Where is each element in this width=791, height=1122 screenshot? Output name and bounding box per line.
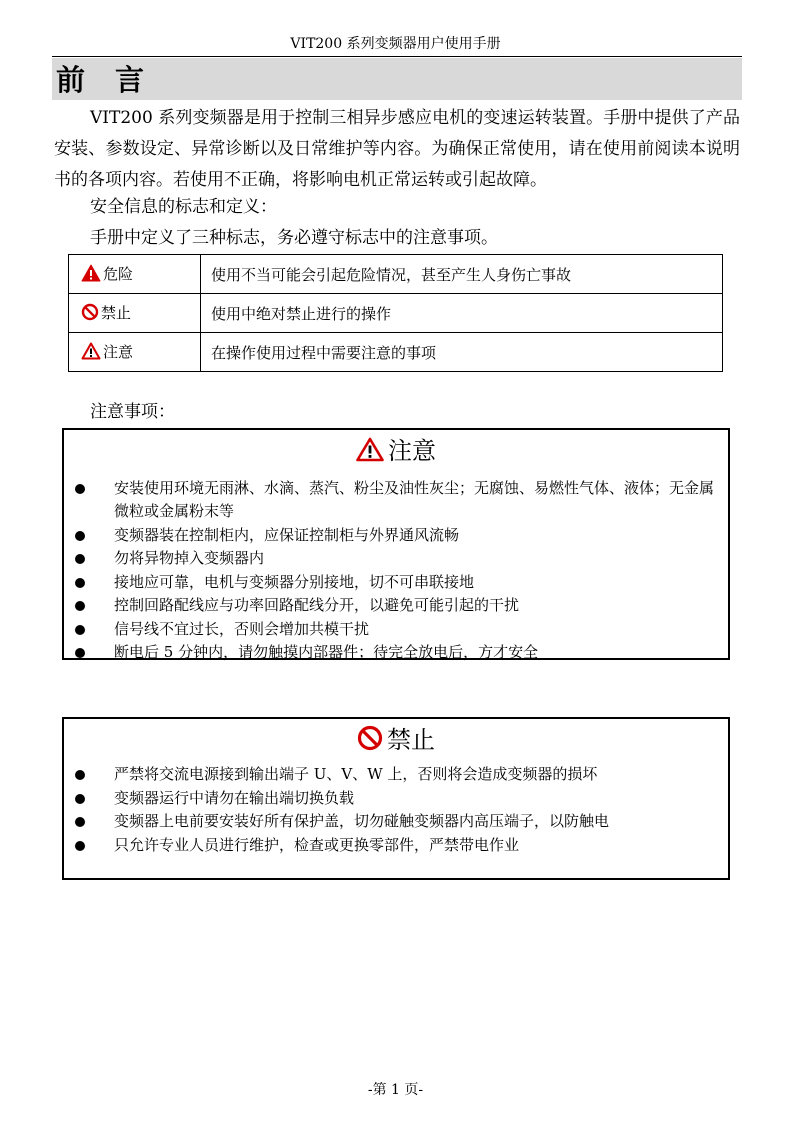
list-item-text: 勿将异物掉入变频器内 (114, 549, 265, 567)
bullet-icon (75, 484, 85, 494)
list-item-text: 严禁将交流电源接到输出端子 U、V、W 上，否则将会造成变频器的损坏 (114, 765, 598, 783)
list-item (64, 810, 728, 834)
caution-warning-icon (81, 342, 101, 364)
list-item (64, 571, 728, 595)
symbol-description: 使用不当可能会引起危险情况，甚至产生人身伤亡事故 (201, 255, 723, 294)
list-item (64, 594, 728, 618)
prohibit-box-title (64, 725, 728, 758)
table-row (69, 294, 723, 333)
prohibit-list (64, 763, 728, 857)
prohibition-icon (357, 725, 383, 758)
symbols-intro-line: 手册中定义了三种标志，务必遵守标志中的注意事项。 (90, 228, 498, 248)
table-row (69, 255, 723, 294)
list-item (64, 787, 728, 811)
caution-warning-icon (356, 437, 384, 469)
header-divider (52, 56, 742, 57)
caution-box-title (64, 436, 728, 469)
list-item-text: 变频器装在控制柜内，应保证控制柜与外界通风流畅 (114, 525, 460, 544)
symbol-cell (69, 333, 201, 372)
symbol-label: 危险 (103, 264, 134, 283)
list-item-text: 变频器上电前要安装好所有保护盖，切勿碰触变频器内高压端子，以防触电 (114, 812, 610, 830)
list-item-text: 控制回路配线应与功率回路配线分开，以避免可能引起的干扰 (114, 596, 520, 614)
list-item-text: 信号线不宜过长，否则会增加共模干扰 (114, 619, 370, 638)
bullet-icon (75, 531, 85, 541)
list-item (64, 618, 728, 642)
symbol-cell (69, 294, 201, 333)
list-item (64, 763, 728, 787)
bullet-icon (75, 578, 85, 588)
symbol-description: 在操作使用过程中需要注意的事项 (201, 333, 723, 372)
symbol-label: 注意 (103, 342, 134, 361)
list-item-text: 变频器运行中请勿在输出端切换负载 (114, 788, 355, 807)
bullet-icon (75, 770, 85, 780)
prohibit-title-text: 禁止 (387, 726, 435, 754)
table-row (69, 333, 723, 372)
bullet-icon (75, 601, 85, 611)
list-item-text: 安装使用环境无雨淋、水滴、蒸汽、粉尘及油性灰尘；无腐蚀、易燃性气体、液体；无金属微粒或金属粉末等 (114, 478, 715, 520)
intro-paragraph: VIT200 系列变频器是用于控制三相异步感应电机的变速运转装置。手册中提供了产品安装、参数设定、异常诊断以及日常维护等内容。为确保正常使用，请在使用前阅读本说明书的各项内容。若使用不正确，将影响电机正常运转或引起故障。 (54, 108, 740, 190)
bullet-icon (75, 817, 85, 827)
safety-definition-line: 安全信息的标志和定义： (90, 197, 277, 217)
caution-list (64, 477, 728, 665)
notes-heading: 注意事项： (90, 402, 175, 422)
symbol-label: 禁止 (101, 303, 132, 322)
caution-box (62, 428, 730, 660)
prohibit-box (62, 717, 730, 880)
symbol-description: 使用中绝对禁止进行的操作 (201, 294, 723, 333)
bullet-icon (75, 625, 85, 635)
safety-symbols-table (68, 254, 723, 372)
caution-title-text: 注意 (388, 437, 436, 465)
list-item (64, 547, 728, 571)
list-item-text: 接地应可靠，电机与变频器分别接地，切不可串联接地 (114, 572, 475, 591)
bullet-icon (75, 841, 85, 851)
list-item-text: 断电后 5 分钟内，请勿触摸内部器件；待完全放电后，方才安全 (114, 643, 539, 661)
bullet-icon (75, 794, 85, 804)
page-number: -第 1 页- (367, 1082, 424, 1098)
bullet-icon (75, 554, 85, 564)
list-item (64, 524, 728, 548)
document-header-title: VIT200 系列变频器用户使用手册 (290, 36, 501, 52)
list-item (64, 834, 728, 858)
list-item-text: 只允许专业人员进行维护，检查或更换零部件，严禁带电作业 (114, 835, 520, 854)
danger-warning-icon (81, 264, 101, 286)
list-item (64, 477, 728, 524)
section-title: 前言 (56, 63, 175, 97)
prohibition-icon (81, 303, 99, 325)
symbol-cell (69, 255, 201, 294)
bullet-icon (75, 648, 85, 658)
list-item (64, 641, 728, 665)
